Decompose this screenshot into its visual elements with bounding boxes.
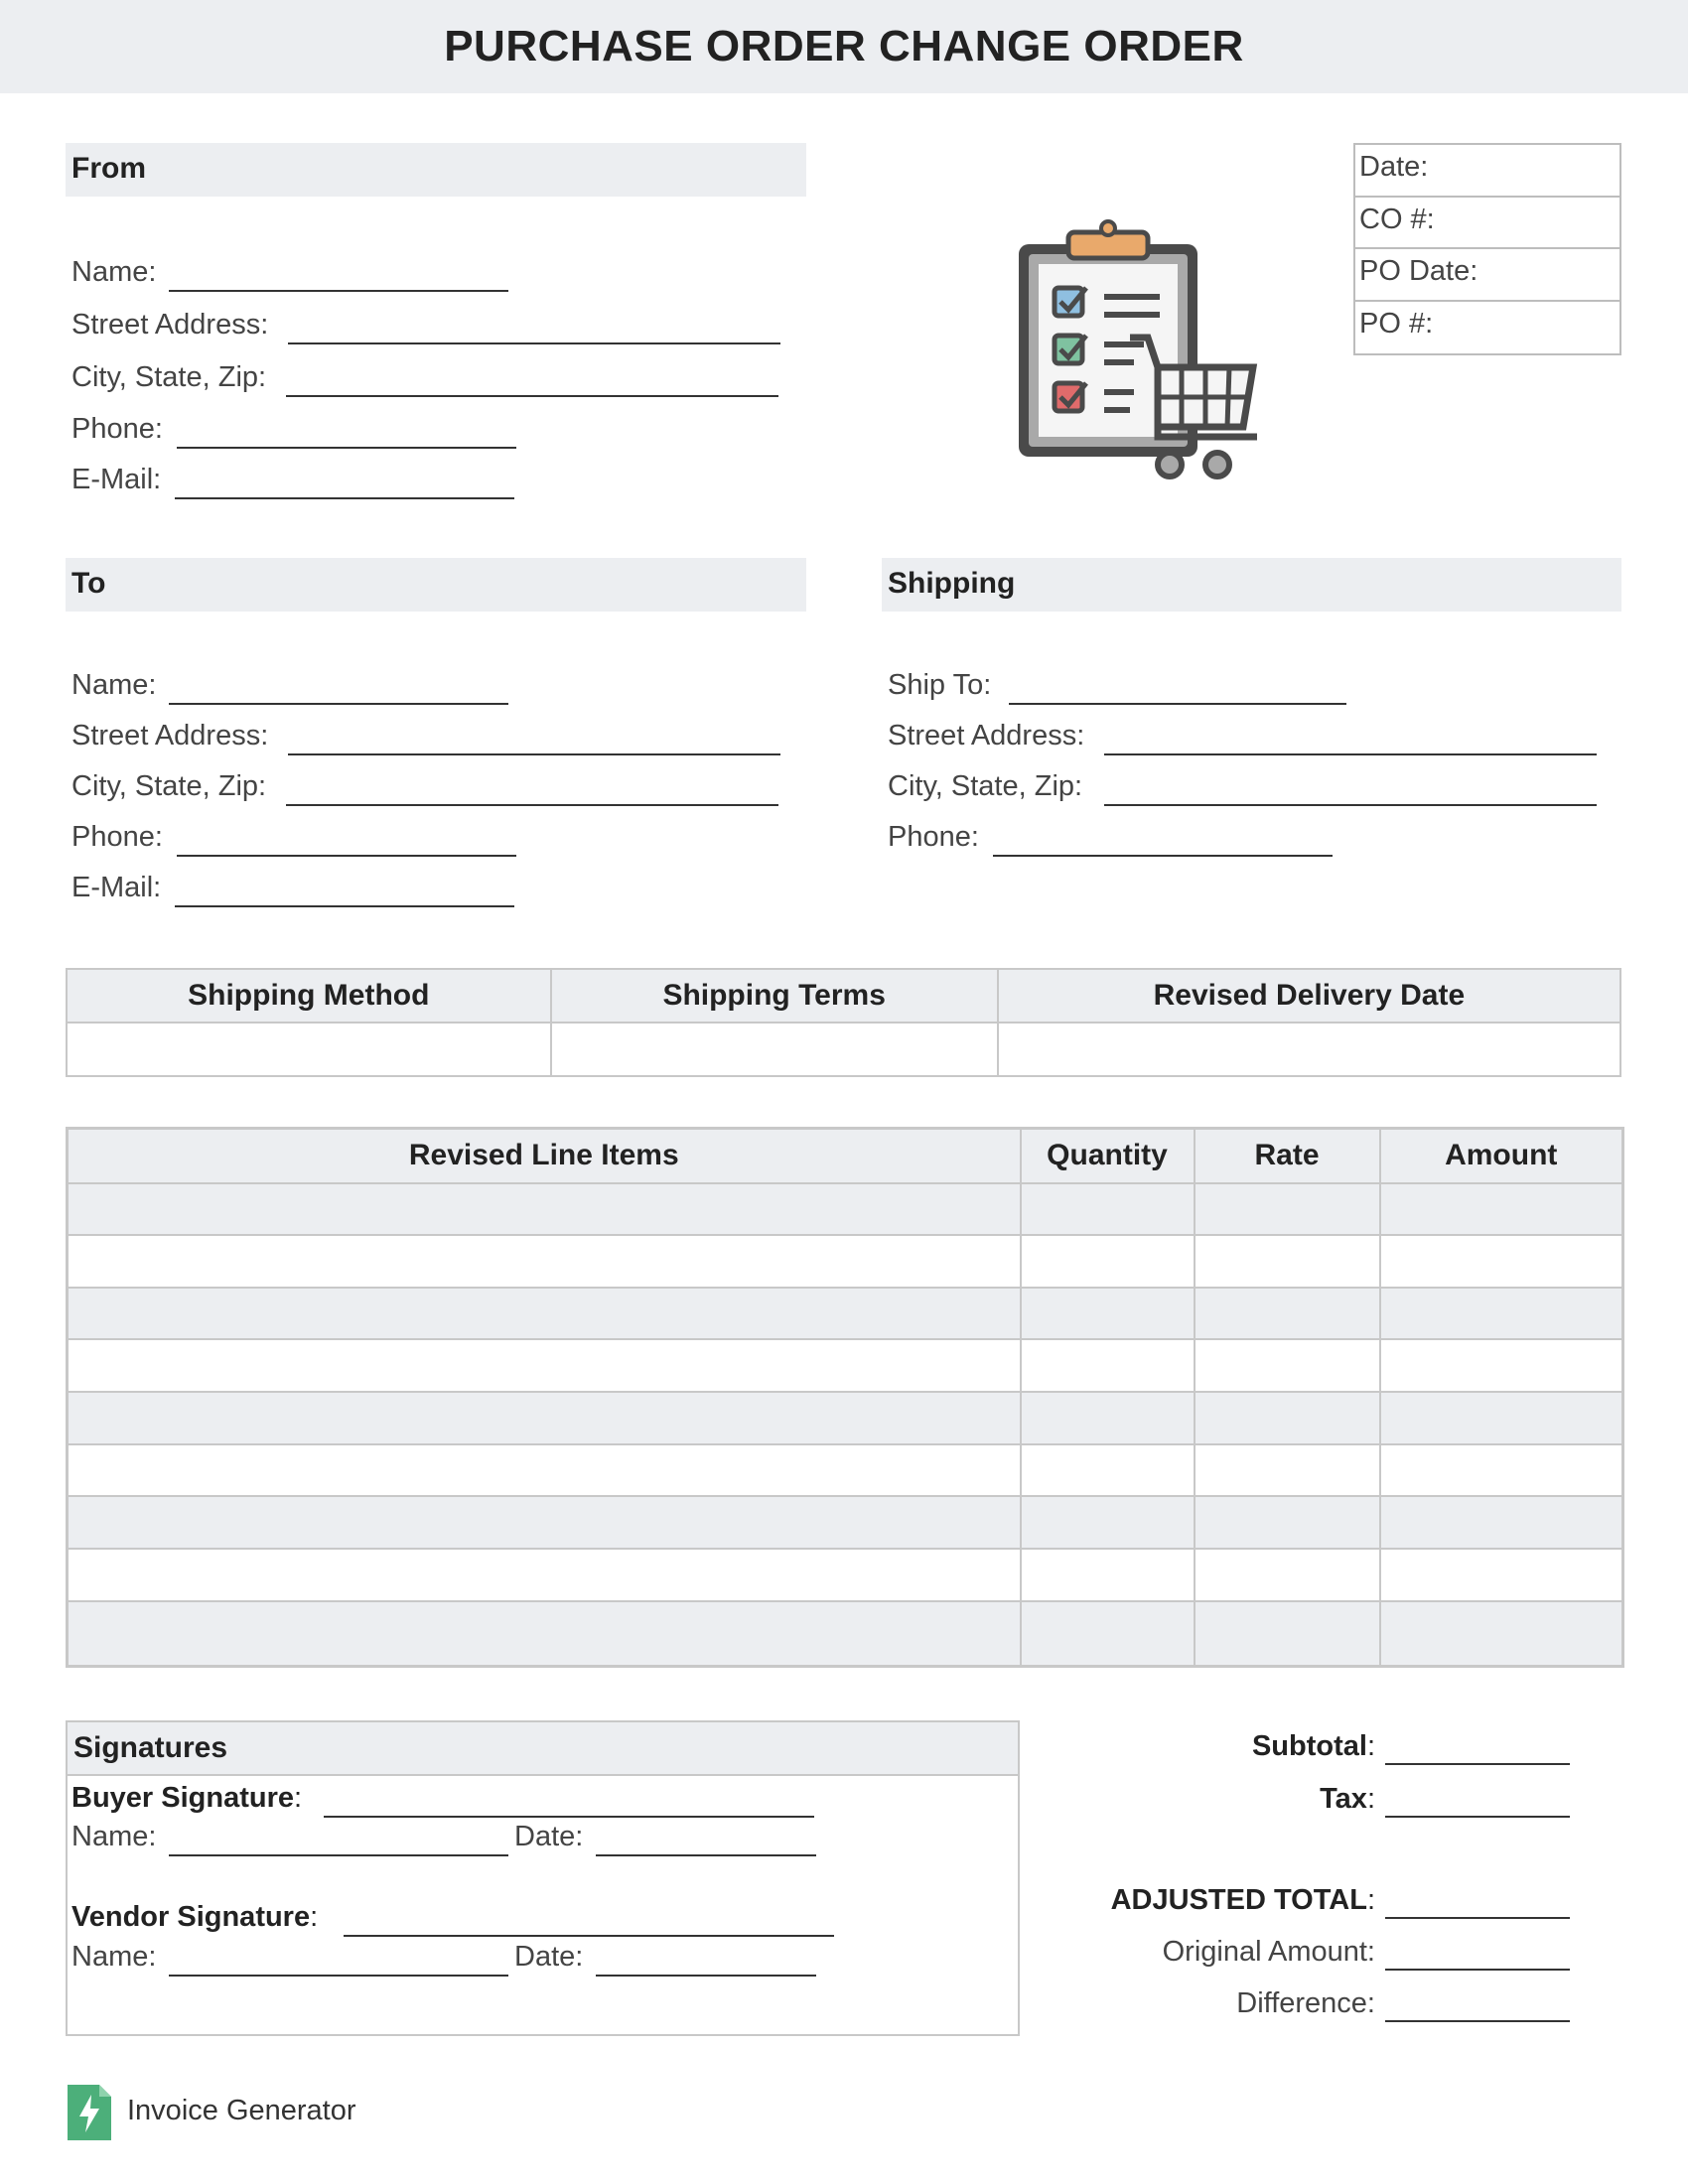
to-name-label: Name:: [71, 669, 157, 701]
table-row: [68, 1235, 1623, 1288]
item-cell[interactable]: [68, 1444, 1021, 1497]
subtotal-label: Subtotal: [1251, 1730, 1367, 1762]
from-email-field[interactable]: [71, 464, 518, 499]
ship-city-field[interactable]: [888, 770, 1598, 806]
from-email-label: E-Mail:: [71, 464, 162, 495]
tax-colon: :: [1366, 1783, 1375, 1815]
adjusted-total-line: [1385, 1917, 1570, 1919]
quantity-cell[interactable]: [1021, 1444, 1195, 1497]
table-row: [68, 1392, 1623, 1444]
quantity-cell[interactable]: [1021, 1496, 1195, 1549]
amount-cell[interactable]: [1380, 1339, 1623, 1392]
signatures-heading-label: Signatures: [73, 1731, 228, 1764]
invoice-generator-logo-icon: [68, 2085, 111, 2140]
table-row: [68, 1496, 1623, 1549]
vendor-name-field[interactable]: [71, 1941, 513, 1977]
info-po-number-label: PO #:: [1359, 307, 1434, 340]
quantity-cell[interactable]: [1021, 1183, 1195, 1236]
from-city-field[interactable]: [71, 361, 781, 397]
table-row: [68, 1444, 1623, 1497]
shipping-method-cell[interactable]: [67, 1023, 551, 1076]
item-cell[interactable]: [68, 1601, 1021, 1667]
amount-header: Amount: [1380, 1129, 1623, 1183]
buyer-signature-label: Buyer Signature: [71, 1782, 294, 1814]
revised-delivery-date-header: Revised Delivery Date: [998, 969, 1620, 1023]
amount-cell[interactable]: [1380, 1392, 1623, 1444]
amount-cell[interactable]: [1380, 1496, 1623, 1549]
adjusted-total-colon: :: [1366, 1884, 1375, 1916]
quantity-cell[interactable]: [1021, 1392, 1195, 1444]
info-po-number-cell[interactable]: [1355, 302, 1619, 354]
to-heading-label: To: [71, 567, 106, 600]
to-street-field[interactable]: [71, 720, 781, 755]
ship-to-label: Ship To:: [888, 669, 992, 701]
tax-field[interactable]: [1092, 1783, 1375, 1819]
difference-field[interactable]: [993, 1987, 1375, 2023]
page-title: PURCHASE ORDER CHANGE ORDER: [444, 22, 1244, 70]
ship-to-field[interactable]: [888, 669, 1349, 705]
rate-header: Rate: [1195, 1129, 1380, 1183]
original-amount-label: Original Amount:: [1162, 1936, 1375, 1968]
order-info-box: [1353, 143, 1621, 355]
shipping-method-table: [66, 968, 1621, 1077]
rate-cell[interactable]: [1195, 1288, 1380, 1340]
original-amount-field[interactable]: [993, 1936, 1375, 1972]
shipping-terms-cell[interactable]: [551, 1023, 998, 1076]
info-po-date-cell[interactable]: [1355, 249, 1619, 302]
shipping-terms-header: Shipping Terms: [551, 969, 998, 1023]
shipping-table-row: [67, 1023, 1620, 1076]
from-name-field[interactable]: [71, 256, 513, 292]
title-bar: [0, 0, 1688, 93]
to-heading: [66, 558, 806, 612]
vendor-signature-field[interactable]: [71, 1901, 836, 1937]
table-row: [68, 1339, 1623, 1392]
to-street-label: Street Address:: [71, 720, 269, 751]
table-row: [68, 1288, 1623, 1340]
item-cell[interactable]: [68, 1183, 1021, 1236]
ship-city-label: City, State, Zip:: [888, 770, 1083, 802]
rate-cell[interactable]: [1195, 1339, 1380, 1392]
item-cell[interactable]: [68, 1549, 1021, 1601]
table-row: [68, 1549, 1623, 1601]
difference-line: [1385, 2020, 1570, 2022]
tax-label: Tax: [1320, 1783, 1367, 1815]
tax-line: [1385, 1816, 1570, 1818]
info-date-label: Date:: [1359, 151, 1429, 183]
rate-cell[interactable]: [1195, 1183, 1380, 1236]
rate-cell[interactable]: [1195, 1601, 1380, 1667]
info-po-date-label: PO Date:: [1359, 255, 1478, 287]
buyer-date-label: Date:: [514, 1821, 584, 1852]
buyer-name-label: Name:: [71, 1821, 157, 1852]
amount-cell[interactable]: [1380, 1601, 1623, 1667]
ship-street-label: Street Address:: [888, 720, 1085, 751]
from-city-label: City, State, Zip:: [71, 361, 267, 393]
buyer-date-field[interactable]: [514, 1821, 818, 1856]
quantity-cell[interactable]: [1021, 1601, 1195, 1667]
from-street-field[interactable]: [71, 309, 781, 344]
item-cell[interactable]: [68, 1235, 1021, 1288]
shipping-method-header: Shipping Method: [67, 969, 551, 1023]
quantity-header: Quantity: [1021, 1129, 1195, 1183]
from-name-label: Name:: [71, 256, 157, 288]
item-cell[interactable]: [68, 1392, 1021, 1444]
vendor-signature-label: Vendor Signature: [71, 1901, 311, 1933]
amount-cell[interactable]: [1380, 1549, 1623, 1601]
to-email-field[interactable]: [71, 872, 518, 907]
item-cell[interactable]: [68, 1339, 1021, 1392]
quantity-cell[interactable]: [1021, 1288, 1195, 1340]
line-items-table: [66, 1127, 1624, 1668]
vendor-signature-colon: :: [310, 1901, 319, 1933]
table-row: [68, 1183, 1623, 1236]
rate-cell[interactable]: [1195, 1496, 1380, 1549]
buyer-signature-field[interactable]: [71, 1782, 826, 1818]
buyer-name-field[interactable]: [71, 1821, 513, 1856]
amount-cell[interactable]: [1380, 1235, 1623, 1288]
table-row: [68, 1601, 1623, 1667]
from-heading: [66, 143, 806, 197]
item-cell[interactable]: [68, 1288, 1021, 1340]
to-phone-label: Phone:: [71, 821, 163, 853]
ship-street-field[interactable]: [888, 720, 1598, 755]
brand-name: Invoice Generator: [127, 2095, 356, 2126]
quantity-cell[interactable]: [1021, 1339, 1195, 1392]
ship-phone-field[interactable]: [888, 821, 1335, 857]
amount-cell[interactable]: [1380, 1183, 1623, 1236]
quantity-cell[interactable]: [1021, 1549, 1195, 1601]
shipping-heading-label: Shipping: [888, 567, 1016, 600]
vendor-name-label: Name:: [71, 1941, 157, 1973]
info-date-cell[interactable]: [1355, 145, 1619, 198]
subtotal-colon: :: [1366, 1730, 1375, 1762]
from-phone-field[interactable]: [71, 413, 518, 449]
from-heading-label: From: [71, 152, 146, 185]
vendor-date-label: Date:: [514, 1941, 584, 1973]
rate-cell[interactable]: [1195, 1235, 1380, 1288]
ship-phone-label: Phone:: [888, 821, 979, 853]
to-city-label: City, State, Zip:: [71, 770, 267, 802]
shipping-heading: [882, 558, 1621, 612]
subtotal-line: [1385, 1763, 1570, 1765]
revised-line-items-header: Revised Line Items: [68, 1129, 1021, 1183]
line-items-header-row: [68, 1129, 1623, 1183]
info-co-number-label: CO #:: [1359, 203, 1435, 235]
original-amount-line: [1385, 1969, 1570, 1971]
rate-cell[interactable]: [1195, 1392, 1380, 1444]
rate-cell[interactable]: [1195, 1444, 1380, 1497]
subtotal-field[interactable]: [1092, 1730, 1375, 1766]
to-phone-field[interactable]: [71, 821, 518, 857]
to-name-field[interactable]: [71, 669, 513, 705]
revised-delivery-date-cell[interactable]: [998, 1023, 1620, 1076]
signatures-heading: [66, 1720, 1020, 1776]
buyer-signature-colon: :: [294, 1782, 303, 1814]
clipboard-checklist-shopping-cart-icon: [1013, 218, 1261, 486]
rate-cell[interactable]: [1195, 1549, 1380, 1601]
amount-cell[interactable]: [1380, 1444, 1623, 1497]
quantity-cell[interactable]: [1021, 1235, 1195, 1288]
adjusted-total-field[interactable]: [993, 1884, 1375, 1920]
item-cell[interactable]: [68, 1496, 1021, 1549]
from-phone-label: Phone:: [71, 413, 163, 445]
from-street-label: Street Address:: [71, 309, 269, 341]
adjusted-total-label: ADJUSTED TOTAL: [1110, 1884, 1367, 1916]
to-email-label: E-Mail:: [71, 872, 162, 903]
amount-cell[interactable]: [1380, 1288, 1623, 1340]
info-co-number-cell[interactable]: [1355, 198, 1619, 250]
shipping-table-header-row: [67, 969, 1620, 1023]
vendor-date-field[interactable]: [514, 1941, 818, 1977]
to-city-field[interactable]: [71, 770, 781, 806]
difference-label: Difference:: [1236, 1987, 1375, 2019]
